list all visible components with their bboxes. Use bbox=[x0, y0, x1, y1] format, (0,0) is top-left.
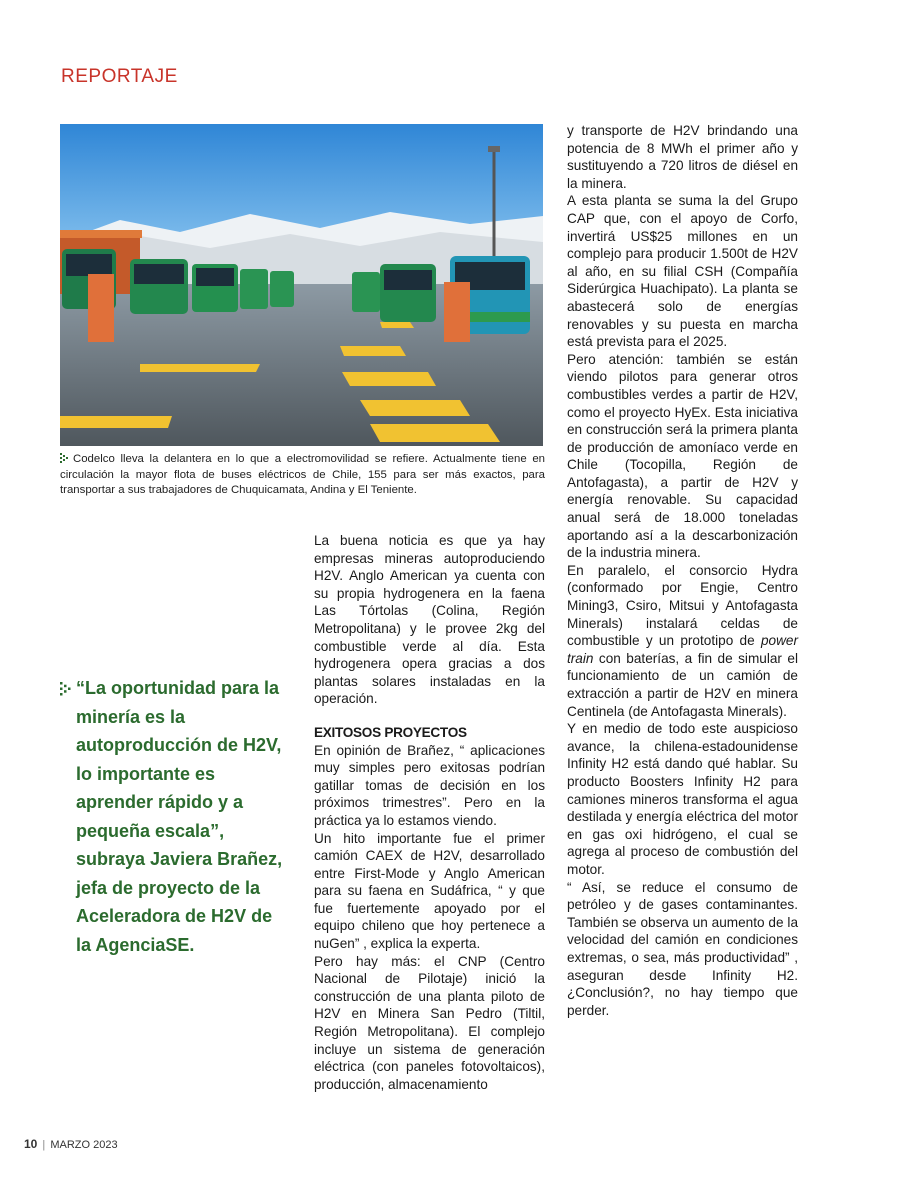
photo-credit-wrap bbox=[42, 168, 52, 208]
article-paragraph: La buena noticia es que ya hay empresas mineras autoproduciendo H2V. Anglo American ya cuenta con su propia hydrogenera en la faena Las Tórtolas (Colina, Región Metropolitana) y le provee 2kg del combustible verde al día. Esta hydrogenera opera gracias a dos plantas solares instaladas en la operación. bbox=[314, 533, 545, 707]
bus-fleet-illustration bbox=[60, 124, 543, 446]
article-emphasis: power train bbox=[567, 633, 798, 666]
article-paragraph: A esta planta se suma la del Grupo CAP que, con el apoyo de Corfo, invertirá US$25 millones en un complejo para producir 1.500t de H2V al año, en su filial CSH (Compañía Siderúrgica Huachipato). La planta se abastecerá solo de energías renovables y su puesta en marcha está prevista para el 2025. bbox=[567, 193, 798, 350]
footer-separator: | bbox=[42, 1139, 46, 1151]
bus-fleet-photo bbox=[60, 124, 543, 446]
pull-quote bbox=[60, 674, 290, 959]
section-label: REPORTAJE bbox=[61, 66, 178, 87]
photo-caption bbox=[60, 452, 545, 499]
article-column-right bbox=[567, 122, 798, 1019]
caption-bullet-icon bbox=[60, 453, 71, 463]
article-text: En paralelo, el consorcio Hydra (conformado por Engie, Centro Mining3, Csiro, Mitsui y Antofagasta Minerals) instalará celdas de combustible y un prototipo de bbox=[567, 562, 798, 649]
article-paragraph: “ Así, se reduce el consumo de petróleo y de gases contaminantes. También se observa un aumento de la velocidad del camión en condiciones extremas, o sea, más productividad” , aseguran desde Infinity H2. ¿Conclusión?, no hay tiempo que perder. bbox=[567, 879, 798, 1018]
article-text: con baterías, a fin de simular el funcionamiento de un camión de extracción a partir de H2V en minera Centinela (de Antofagasta Minerals). bbox=[567, 650, 798, 719]
page-footer bbox=[24, 1137, 118, 1151]
article-paragraph: En opinión de Brañez, “ aplicaciones muy simples pero exitosas podrían gatillar tomas de decisión en los próximos trimestres”. Pero en la práctica ya lo estamos viendo. bbox=[314, 742, 545, 828]
article-paragraph bbox=[567, 562, 798, 720]
article-paragraph: Y en medio de todo este auspicioso avance, la chilena-estadounidense Infinity H2 está dando qué hablar. Su producto Boosters Infinity H2 para camiones mineros transforma el agua destilada y energía eléctrica del motor en gas oxi hidrógeno, el cual se agrega al proceso de combustión del motor. bbox=[567, 721, 798, 877]
issue-date: MARZO 2023 bbox=[50, 1139, 118, 1151]
article-paragraph: y transporte de H2V brindando una potencia de 8 MWh el primer año y sustituyendo a 720 litros de diésel en la minera. bbox=[567, 123, 798, 191]
pull-quote-text: “La oportunidad para la minería es la autoproducción de H2V, lo importante es aprender rápido y a pequeña escala”, subraya Javiera Brañez, jefa de proyecto de la Aceleradora de H2V de la AgenciaSE. bbox=[76, 678, 283, 955]
caption-text: Codelco lleva la delantera en lo que a electromovilidad se refiere. Actualmente tiene en circulación la mayor flota de buses eléctricos de Chile, 155 para ser más exactos, para transportar a sus trabajadores de Chuquicamata, Andina y El Teniente. bbox=[60, 453, 545, 496]
article-paragraph: Un hito importante fue el primer camión CAEX de H2V, desarrollado entre First-Mode y Anglo American para su faena en Sudáfrica, “ y que fue fuertemente apoyado por el equipo chileno que hoy pertenece a nuGen” , explica la experta. bbox=[314, 830, 545, 952]
article-paragraph: Pero atención: también se están viendo pilotos para generar otros combustibles verdes a partir de H2V, como el proyecto HyEx. Esta iniciativa en construcción será la primera planta de producción de amoníaco verde en Chile (Tocopilla, Región de Antofagasta), a partir de H2V y energía renovable. Su capacidad anual será de 18.000 toneladas aportando así a la descarbonización de la industria minera. bbox=[567, 351, 798, 561]
article-paragraph: Pero hay más: el CNP (Centro Nacional de Pilotaje) inició la construcción de una planta piloto de H2V en Minera San Pedro (Tiltil, Región Metropolitana). El complejo incluye un sistema de generación eléctrica (con paneles fotovoltaicos), producción, almacenamiento bbox=[314, 953, 545, 1092]
article-subheading: EXITOSOS PROYECTOS bbox=[314, 724, 467, 740]
quote-bullet-icon bbox=[60, 682, 72, 696]
page-number: 10 bbox=[24, 1137, 38, 1151]
article-column-middle bbox=[314, 532, 545, 1093]
